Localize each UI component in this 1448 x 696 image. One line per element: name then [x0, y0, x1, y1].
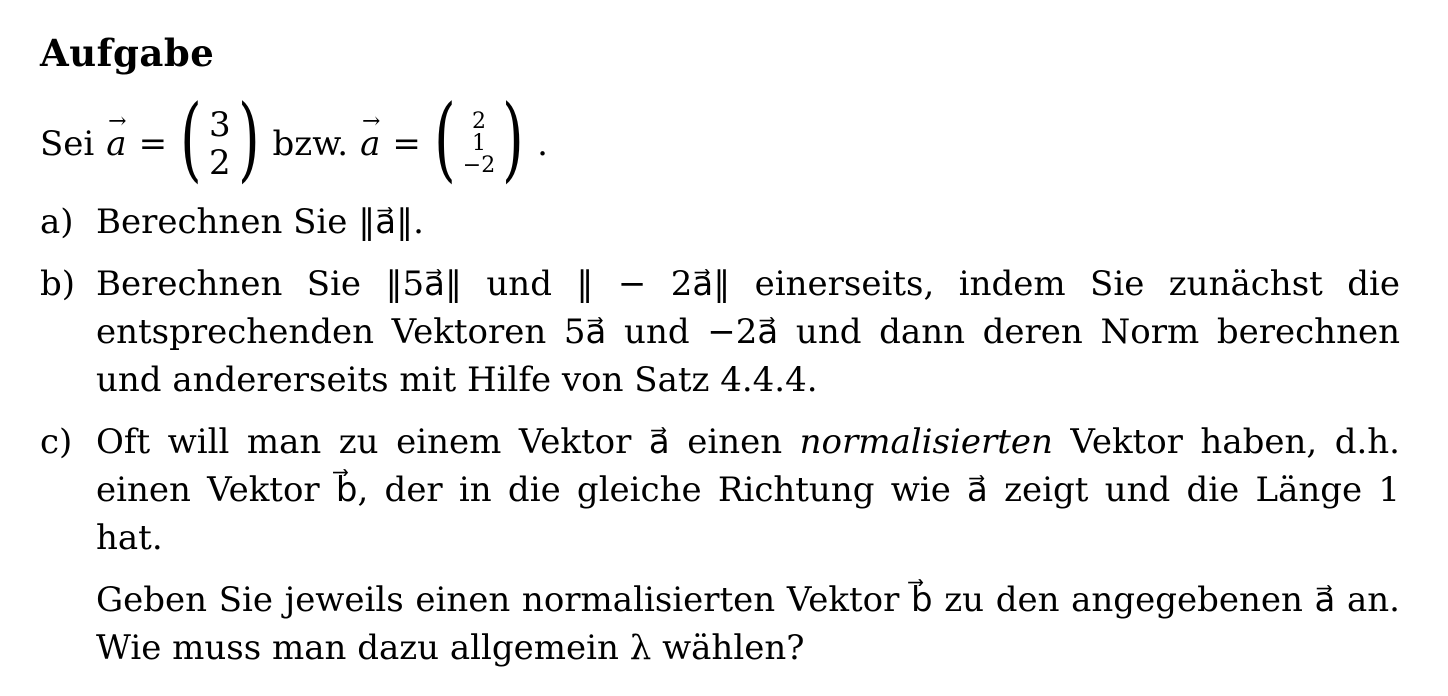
subtask-b: [40, 260, 1400, 404]
vector-a-symbol-2: a →: [360, 124, 380, 164]
subtask-c: [40, 418, 1400, 672]
subtask-text: Berechnen Sie ‖5a⃗‖ und ‖ − 2a⃗‖ einerseits, indem Sie zunächst die entsprechenden Vektoren 5a⃗ und −2a⃗ und dann deren Norm berechnen und andererseits mit Hilfe von Satz 4.4.4.: [96, 264, 1400, 400]
intro-connector: bzw.: [272, 124, 349, 164]
subtask-text: [96, 418, 1400, 562]
vector-a-symbol: a →: [106, 124, 126, 164]
intro-prefix: Sei: [40, 124, 95, 164]
subtask-text: Berechnen Sie ‖a⃗‖.: [96, 202, 424, 242]
subtask-label: c): [40, 422, 73, 462]
exercise-page: [40, 28, 1400, 686]
vector-3d-entry: 2: [472, 109, 486, 134]
vector-3d: ( 2 1 −2 ): [434, 85, 524, 192]
subtask-label: b): [40, 264, 76, 304]
subtask-text-part: Oft will man zu einem Vektor a⃗ einen: [96, 422, 800, 462]
vector-3d-entry: 1: [472, 131, 486, 156]
emphasis-normalisierten: normalisierten: [799, 422, 1053, 462]
subtask-list: [40, 198, 1400, 672]
vector-definition: [40, 85, 1400, 192]
subtask-label: a): [40, 202, 74, 242]
vector-3d-entry: −2: [462, 153, 496, 178]
equals-sign: =: [138, 124, 168, 164]
exercise-title: Aufgabe: [40, 31, 215, 75]
intro-end: .: [537, 124, 548, 164]
subtask-text-part: Vektor haben, d.h. einen Vektor b⃗, der in die gleiche Richtung wie a⃗ zeigt und die Länge 1 hat.: [96, 422, 1400, 558]
subtask-a: [40, 198, 1400, 246]
subtask-text-2: Geben Sie jeweils einen normalisierten Vektor b⃗ zu den angegebenen a⃗ an. Wie muss man dazu allgemein λ wählen?: [96, 580, 1400, 668]
vector-2d: ( 3 2 ): [180, 85, 260, 192]
vector-2d-entry: 3: [208, 105, 231, 145]
vector-2d-entry: 2: [208, 143, 231, 183]
equals-sign-2: =: [392, 124, 421, 164]
